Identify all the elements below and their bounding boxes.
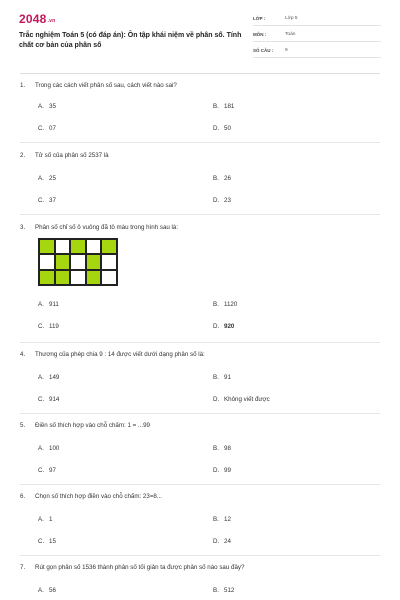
question-separator <box>20 142 380 143</box>
question-number: 4. <box>20 351 26 358</box>
meta-value: Toán <box>285 32 296 37</box>
grid-cell-colored <box>55 270 71 285</box>
answer-value: 512 <box>224 587 235 594</box>
answer-letter: B. <box>213 175 219 182</box>
answer-a[interactable] <box>20 103 56 110</box>
grid-cell-colored <box>101 239 117 254</box>
answer-value: 119 <box>49 323 59 330</box>
answer-value: 23 <box>224 197 231 204</box>
answer-letter: B. <box>213 103 219 110</box>
answer-letter: A. <box>38 516 44 523</box>
answer-letter: A. <box>38 301 44 308</box>
answer-b[interactable] <box>213 445 231 452</box>
answer-d[interactable] <box>213 197 231 204</box>
answer-c[interactable] <box>20 125 56 132</box>
grid-cell-colored <box>70 239 86 254</box>
grid-cell-blank <box>70 254 86 269</box>
answer-value: 56 <box>49 587 56 594</box>
meta-row-class <box>253 13 381 26</box>
answer-value: 911 <box>49 301 59 308</box>
answer-a[interactable] <box>20 587 56 594</box>
grid-cell-blank <box>101 254 117 269</box>
question-text <box>20 224 178 231</box>
answer-c[interactable] <box>20 323 59 330</box>
answer-letter: C. <box>38 467 45 474</box>
answer-value: 914 <box>49 396 60 403</box>
answer-value: 07 <box>49 125 56 132</box>
grid-cell-blank <box>70 270 86 285</box>
answer-value: 37 <box>49 197 56 204</box>
answer-letter: A. <box>38 374 44 381</box>
answer-letter: B. <box>213 587 219 594</box>
question-prompt: Trong các cách viết phân số sau, cách viết nào sai? <box>35 82 177 89</box>
answer-letter: B. <box>213 516 219 523</box>
question-separator <box>20 555 380 556</box>
meta-value: Lớp 5 <box>285 16 298 21</box>
answer-b[interactable] <box>213 103 234 110</box>
answer-value: 149 <box>49 374 60 381</box>
answer-value: 920 <box>224 323 235 330</box>
answer-a[interactable] <box>20 374 59 381</box>
answer-value: 25 <box>49 175 56 182</box>
answer-letter: C. <box>38 125 45 132</box>
grid-cell-blank <box>55 239 71 254</box>
question-text <box>20 152 109 159</box>
answer-value: 98 <box>224 445 231 452</box>
question-text <box>20 422 150 429</box>
answer-letter: A. <box>38 587 44 594</box>
answer-letter: D. <box>213 538 220 545</box>
answer-a[interactable] <box>20 175 56 182</box>
question-separator <box>20 342 380 343</box>
logo-suffix: .vn <box>47 18 56 24</box>
colored-squares-grid <box>38 238 118 286</box>
answer-c[interactable] <box>20 197 56 204</box>
meta-row-count <box>253 45 381 58</box>
answer-d[interactable] <box>213 125 231 132</box>
answer-letter: A. <box>38 103 44 110</box>
answer-d[interactable] <box>213 467 231 474</box>
answer-d[interactable] <box>213 538 231 545</box>
answer-value: 1120 <box>224 301 238 308</box>
page-title: Trắc nghiệm Toán 5 (có đáp án): Ôn tập khái niệm về phân số. Tính chất cơ bản của phân số <box>19 32 242 49</box>
question-separator <box>20 484 380 485</box>
answer-letter: B. <box>213 301 219 308</box>
answer-value: 91 <box>224 374 231 381</box>
grid-cell-colored <box>86 254 102 269</box>
question-number: 6. <box>20 493 26 500</box>
grid-cell-blank <box>86 239 102 254</box>
meta-label: MÔN : <box>253 32 267 37</box>
grid-cell-colored <box>86 270 102 285</box>
question-prompt: Tử số của phân số 2537 là <box>35 152 109 159</box>
header-divider <box>20 73 380 74</box>
answer-c[interactable] <box>20 396 59 403</box>
answer-letter: D. <box>213 396 220 403</box>
answer-d[interactable] <box>213 396 270 403</box>
answer-a[interactable] <box>20 516 52 523</box>
question-prompt: Rút gọn phân số 1536 thành phân số tối giản ta được phân số nào sau đây? <box>35 564 245 571</box>
answer-b[interactable] <box>213 587 234 594</box>
question-text <box>20 82 177 89</box>
answer-b[interactable] <box>213 175 231 182</box>
question-prompt: Chọn số thích hợp điền vào chỗ chấm: 23=8... <box>35 493 163 500</box>
answer-letter: C. <box>38 538 45 545</box>
answer-value: 50 <box>224 125 231 132</box>
answer-value: 35 <box>49 103 56 110</box>
answer-b[interactable] <box>213 301 237 308</box>
answer-value: 26 <box>224 175 231 182</box>
answer-value: 1 <box>49 516 53 523</box>
page-header <box>0 0 400 70</box>
answer-c[interactable] <box>20 538 56 545</box>
answer-a[interactable] <box>20 445 59 452</box>
question-number: 7. <box>20 564 26 571</box>
answer-b[interactable] <box>213 374 231 381</box>
answer-value: 15 <box>49 538 56 545</box>
question-number: 2. <box>20 152 26 159</box>
answer-a[interactable] <box>20 301 59 308</box>
answer-letter: B. <box>213 445 219 452</box>
answer-d[interactable] <box>213 323 234 330</box>
logo-text: 2048 <box>19 12 47 26</box>
answer-letter: D. <box>213 125 220 132</box>
answer-value: 12 <box>224 516 231 523</box>
question-prompt: Điền số thích hợp vào chỗ chấm: 1 = ...99 <box>35 422 150 429</box>
question-text <box>20 564 244 571</box>
answer-b[interactable] <box>213 516 231 523</box>
grid-cell-blank <box>101 270 117 285</box>
answer-letter: C. <box>38 197 45 204</box>
answer-letter: D. <box>213 467 220 474</box>
meta-info <box>253 13 381 61</box>
answer-value: 99 <box>224 467 231 474</box>
answer-letter: C. <box>38 396 45 403</box>
answer-c[interactable] <box>20 467 56 474</box>
answer-value: 24 <box>224 538 231 545</box>
answer-letter: D. <box>213 323 220 330</box>
answer-letter: C. <box>38 323 45 330</box>
question-number: 3. <box>20 224 26 231</box>
answer-letter: D. <box>213 197 220 204</box>
question-separator <box>20 413 380 414</box>
answer-letter: A. <box>38 445 44 452</box>
meta-label: LỚP : <box>253 16 266 21</box>
question-text <box>20 493 162 500</box>
question-text <box>20 351 205 358</box>
meta-value: 9 <box>285 48 288 53</box>
question-prompt: Thương của phép chia 9 : 14 được viết dưới dạng phân số là: <box>35 351 205 358</box>
answer-value: Không viết được <box>224 396 270 403</box>
question-number: 1. <box>20 82 26 89</box>
answer-value: 97 <box>49 467 56 474</box>
question-prompt: Phân số chỉ số ô vuông đã tô màu trong hình sau là: <box>35 224 179 231</box>
answer-value: 181 <box>224 103 235 110</box>
grid-cell-colored <box>55 254 71 269</box>
answer-letter: A. <box>38 175 44 182</box>
grid-cell-colored <box>39 239 55 254</box>
meta-label: SỐ CÂU : <box>253 48 274 53</box>
site-logo[interactable] <box>19 12 55 26</box>
question-number: 5. <box>20 422 26 429</box>
grid-cell-blank <box>39 254 55 269</box>
answer-value: 100 <box>49 445 60 452</box>
question-separator <box>20 214 380 215</box>
grid-cell-colored <box>39 270 55 285</box>
answer-letter: B. <box>213 374 219 381</box>
meta-row-subject <box>253 29 381 42</box>
